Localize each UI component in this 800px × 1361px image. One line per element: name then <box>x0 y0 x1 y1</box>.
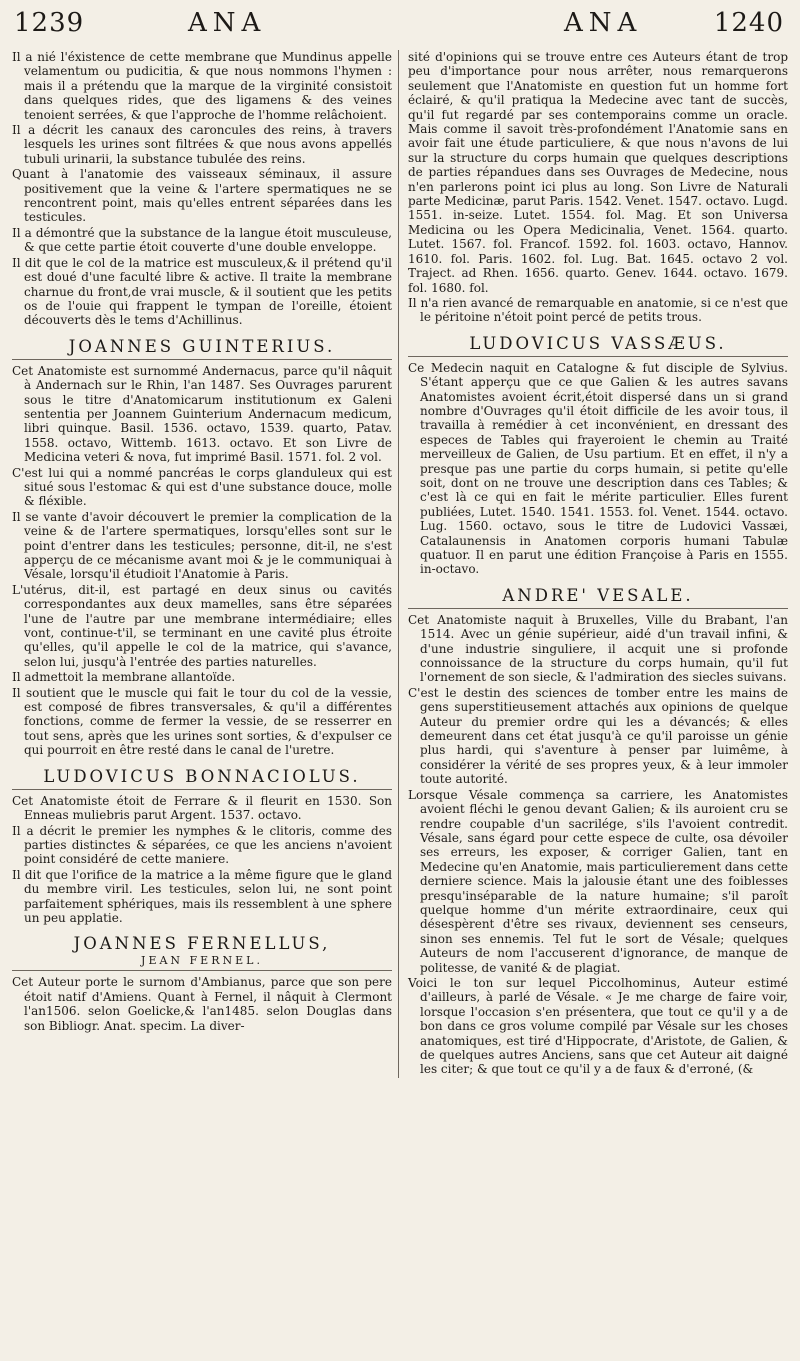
paragraph: Voici le ton sur lequel Piccolhominus, Auteur estimé d'ailleurs, à parlé de Vésale. « Je me charge de faire voir, lorsque l'occasion s'en présentera, que tout ce qu'il y a de bon dans ce gros volume compilé par Vésale sur les choses anatomiques, est tiré d'Hippocrate, d'Aristote, de Galien, & de quelques autres Anciens, sans que cet Auteur ait daigné les citer; & que tout ce qu'il y a de faux & d'erroné, (& <box>408 975 788 1077</box>
paragraph: sité d'opinions qui se trouve entre ces Auteurs étant de trop peu d'importance pour nous arrêter, nous remarquerons seulement que l'Anatomiste en question fut un homme fort éclairé, & qu'il pratiqua la Medecine avec tant de succès, qu'il fut regardé par ses contemporains comme un oracle. Mais comme il savoit très-profondément l'Anatomie sans en avoir fait une étude particuliere, & que nous n'avons de lui sur la structure du corps humain que quelques descriptions de parties répandues dans ses Ouvrages de Medecine, nous n'en parlerons point ici plus au long. Son Livre de Naturali parte Medicinæ, parut Paris. 1542. Venet. 1547. octavo. Lugd. 1551. in-seize. Lutet. 1554. fol. Mag. Et son Universa Medicina ou les Opera Medicinalia, Venet. 1564. quarto. Lutet. 1567. fol. Francof. 1592. fol. 1603. octavo, Hannov. 1610. fol. Paris. 1602. fol. Lug. Bat. 1645. octavo 2 vol. Traject. ad Rhen. 1656. quarto. Genev. 1644. octavo. 1679. fol. 1680. fol. <box>408 50 788 295</box>
paragraph: Ce Medecin naquit en Catalogne & fut disciple de Sylvius. S'étant apperçu que ce que Galien & les autres savans Anatomistes avoient écrit,étoit dispersé dans un si grand nombre d'Ouvrages qu'il étoit difficile de les avoir tous, il travailla à remédier à cet inconvénient, en dressant des especes de Tables qui frayeroient le chemin au Traité merveilleux de Galien, de Usu partium. Et en effet, il n'y a presque pas une partie du corps humain, si petite qu'elle soit, dont on ne trouve une description dans ces Tables; & c'est là ce qui en fait le mérite particulier. Elles furent publiées, Lutet. 1540. 1541. 1553. fol. Venet. 1544. octavo. Lug. 1560. octavo, sous le titre de Ludovici Vassæi, Catalaunensis in Anatomen corporis humani Tabulæ quatuor. Il en parut une édition Françoise à Paris en 1555. in-octavo. <box>408 360 788 577</box>
section-title: JOANNES GUINTERIUS. <box>68 336 336 356</box>
paragraph: Il a nié l'éxistence de cette membrane que Mundinus appelle velamentum ou pudicitia, & que nous nommons l'hymen : mais il a prétendu que la marque de la virginité consistoit dans quelques rides, que des ligamens & des veines tenoient serrées, & que l'approche de l'homme relâchoient. <box>12 50 392 122</box>
paragraph: Il soutient que le muscle qui fait le tour du col de la vessie, est composé de fibres transversales, & qu'il a différentes fonctions, comme de fermer la vessie, de se resserrer en tout sens, après que les urines sont sorties, & d'expulser ce qui pourroit en être resté dans le canal de l'uretre. <box>12 685 392 758</box>
page-number-right: 1240 <box>713 8 784 38</box>
paragraph: Il a décrit le premier les nymphes & le clitoris, comme des parties distinctes & séparées, ce que les anciens n'avoient point considéré de cette maniere. <box>12 823 392 867</box>
section-title: JOANNES FERNELLUS, <box>73 934 331 954</box>
running-title-right: ANA <box>564 8 643 38</box>
paragraph: C'est le destin des sciences de tomber entre les mains de gens superstitieusement attachés aux opinions de quelque Auteur du premier ordre qui les a dévancés; & elles demeurent dans cet état jusqu'à ce qu'il paroisse un génie plus hardi, qui s'aventure à penser par luimême, à considérer la vérité de ses propres yeux, & à leur immoler toute autorité. <box>408 685 788 787</box>
section-title: ANDRE' VESALE. <box>502 585 694 605</box>
right-column <box>404 50 788 1078</box>
paragraph: Cet Anatomiste étoit de Ferrare & il fleurit en 1530. Son Enneas muliebris parut Argent. 1537. octavo. <box>12 793 392 823</box>
section-title: LUDOVICUS VASSÆUS. <box>469 333 727 353</box>
paragraph: Il se vante d'avoir découvert le premier la complication de la veine & de l'artere spermatiques, lorsqu'elles sont sur le point d'entrer dans les testicules; personne, dit-il, ne s'est apperçu de ce mécanisme avant moi & je le communiquai à Vésale, lorsqu'il étudioit l'Anatomie à Paris. <box>12 509 392 582</box>
running-header <box>12 6 788 50</box>
paragraph: Il dit que le col de la matrice est musculeux,& il prétend qu'il est doué d'une faculté libre & active. Il traite la membrane charnue du front,de vrai muscle, & il soutient que les petits os de l'ouie qui frappent le tympan de l'oreille, étoient découverts dès le tems d'Achillinus. <box>12 255 392 328</box>
paragraph: Il admettoit la membrane allantoïde. <box>12 670 236 685</box>
section-heading <box>408 334 788 357</box>
text-columns <box>12 50 788 1078</box>
paragraph: Lorsque Vésale commença sa carriere, les Anatomistes avoient fléchi le genou devant Galien; & ils auroient cru se rendre coupable d'un sacrilége, s'ils l'avoient contredit. Vésale, sans égard pour cette espece de culte, osa dévoiler ses erreurs, les exposer, & corriger Galien, tant en Medecine qu'en Anatomie, mais particulierement dans cette derniere science. Mais la jalousie étant une des foiblesses presqu'inséparable de la nature humaine; s'il paroît quelque homme d'un mérite extraordinaire, ceux qui désespèrent d'être ses rivaux, deviennent ses censeurs, sinon ses ennemis. Tel fut le sort de Vésale; quelques Auteurs de nom l'accuserent d'ignorance, de manque de politesse, de vanité & de plagiat. <box>408 787 788 975</box>
paragraph: Il n'a rien avancé de remarquable en anatomie, si ce n'est que le péritoine n'étoit point percé de petits trous. <box>408 295 788 325</box>
paragraph: Cet Anatomiste est surnommé Andernacus, parce qu'il nâquit à Andernach sur le Rhin, l'an 1487. Ses Ouvrages parurent sous le titre d'Anatomicarum institutionum ex Galeni sententia per Joannem Guinterium Andernacum medicum, libri quinque. Basil. 1536. octavo, 1539. quarto, Patav. 1558. octavo, Wittemb. 1613. octavo. Et son Livre de Medicina veteri & nova, fut imprimé Basil. 1571. fol. 2 vol. <box>12 363 392 465</box>
section-title: LUDOVICUS BONNACIOLUS. <box>43 766 361 786</box>
section-heading <box>12 767 392 790</box>
paragraph: Il a décrit les canaux des caroncules des reins, à travers lesquels les urines sont filtrées & que nous avons appellés tubuli urinarii, la substance tubulée des reins. <box>12 123 392 166</box>
running-title-left: ANA <box>188 8 267 38</box>
paragraph: L'utérus, dit-il, est partagé en deux sinus ou cavités correspondantes aux deux mamelles, sans être séparées l'une de l'autre par une membrane intermédiaire; elles vont, continue-t'il, se terminant en une cavité plus étroite qu'elles, qu'il appelle le col de la matrice, qui s'avance, selon lui, jusqu'à l'entrée des parties naturelles. <box>12 582 392 669</box>
section-subtitle: JEAN FERNEL. <box>141 954 263 968</box>
left-column <box>12 50 399 1078</box>
page-number-left: 1239 <box>14 8 85 38</box>
paragraph: C'est lui qui a nommé pancréas le corps glanduleux qui est situé sous l'estomac & qui est d'une substance douce, molle & fléxible. <box>12 465 392 509</box>
section-heading <box>12 337 392 360</box>
section-heading <box>12 934 392 971</box>
paragraph: Quant à l'anatomie des vaisseaux séminaux, il assure positivement que la veine & l'artere spermatiques ne se rencontrent point, mais qu'elles entrent séparées dans les testicules. <box>12 167 392 225</box>
paragraph: Il a démontré que la substance de la langue étoit musculeuse, & que cette partie étoit couverte d'une double enveloppe. <box>12 225 392 255</box>
paragraph: Il dit que l'orifice de la matrice a la même figure que le gland du membre viril. Les testicules, selon lui, ne sont point parfaitement sphériques, mais ils ressemblent à une sphere un peu applatie. <box>12 867 392 925</box>
section-heading <box>408 586 788 609</box>
paragraph: Cet Anatomiste naquit à Bruxelles, Ville du Brabant, l'an 1514. Avec un génie supérieur, aidé d'un travail infini, & d'une industrie singuliere, il acquit une si profonde connoissance de la structure du corps humain, qu'il fut l'ornement de son siecle, & l'admiration des siecles suivans. <box>408 612 788 685</box>
paragraph: Cet Auteur porte le surnom d'Ambianus, parce que son pere étoit natif d'Amiens. Quant à Fernel, il nâquit à Clermont l'an1506. selon Goelicke,& l'an1485. selon Douglas dans son Bibliogr. Anat. specim. La diver- <box>12 975 392 1033</box>
